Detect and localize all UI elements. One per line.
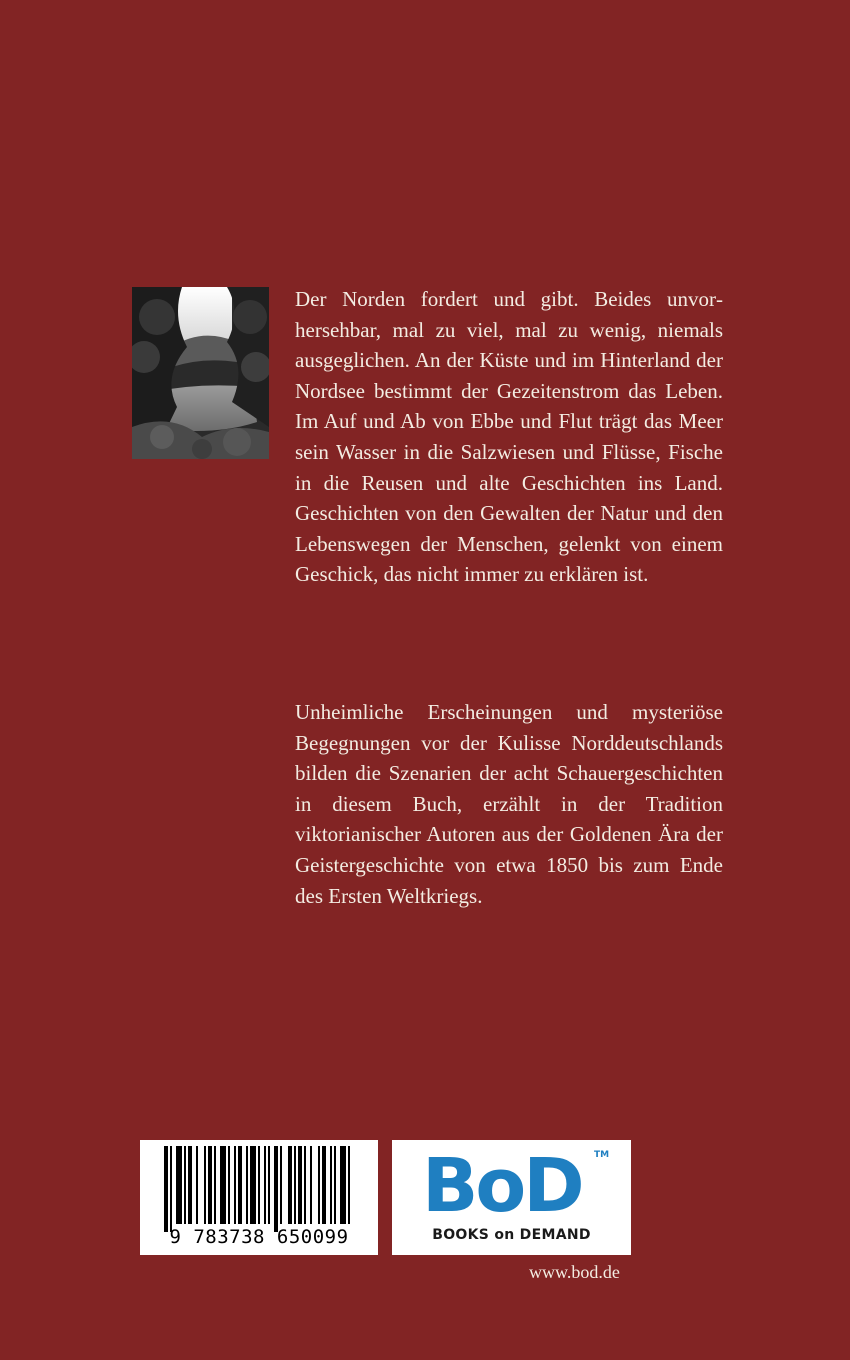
barcode-bar (196, 1146, 198, 1224)
barcode-bar (318, 1146, 320, 1224)
barcode-bar (340, 1146, 346, 1224)
logo-tagline: BOOKS on DEMAND (432, 1227, 591, 1243)
barcode-bar (170, 1146, 172, 1232)
barcode-bar (274, 1146, 278, 1232)
barcode-bar (304, 1146, 306, 1224)
barcode-bar (184, 1146, 186, 1224)
forest-river-photo (132, 287, 269, 459)
barcode-bar (176, 1146, 182, 1224)
barcode-bar (234, 1146, 236, 1224)
barcode-bar (220, 1146, 226, 1224)
barcode-bar (280, 1146, 282, 1224)
barcode-bar (188, 1146, 192, 1224)
barcode-bar (246, 1146, 248, 1224)
forest-river-image (132, 287, 269, 459)
barcode-bar (310, 1146, 312, 1224)
trademark-mark: TM (594, 1150, 610, 1160)
barcode-bar (250, 1146, 256, 1224)
barcode-bar (164, 1146, 168, 1232)
barcode-bar (228, 1146, 230, 1224)
barcode-bar (214, 1146, 216, 1224)
barcode-bar (258, 1146, 260, 1224)
isbn-number: 9 783738 650099 (169, 1226, 349, 1248)
barcode-bar (238, 1146, 242, 1224)
barcode-bar (264, 1146, 266, 1224)
barcode-bar (322, 1146, 326, 1224)
blurb-paragraph-2: Unheimliche Erscheinungen und mysteriöse Begegnungen vor der Kulisse Norddeutschlands bilden die Szenarien der acht Schauergeschichten in diesem Buch, erzählt in der Tradition viktorianischer Autoren aus der Goldenen Ära der Geistergeschichte von etwa 1850 bis zum Ende des Ersten Weltkriegs. (295, 700, 723, 908)
barcode-bar (348, 1146, 350, 1224)
logo-wordmark: BoD (422, 1143, 582, 1229)
barcode-bar (330, 1146, 332, 1224)
barcode-bar (204, 1146, 206, 1224)
barcode-bar (298, 1146, 302, 1224)
barcode-bar (208, 1146, 212, 1224)
barcode-bar (288, 1146, 292, 1224)
publisher-website[interactable]: www.bod.de (529, 1262, 620, 1282)
blurb-paragraph-1: Der Norden fordert und gibt. Beides unvorhersehbar, mal zu viel, mal zu wenig, niemals ausgeglichen. An der Küste und im Hinterland der Nordsee bestimmt der Gezeitenstrom das Leben. Im Auf und Ab von Ebbe und Flut trägt das Meer sein Wasser in die Salzwiesen und Flüsse, Fische in die Reusen und alte Geschichten ins Land. Geschichten von den Gewalten der Natur und den Lebenswegen der Menschen, gelenkt von einem Geschick, das nicht immer zu erklären ist. (295, 287, 723, 587)
barcode-bar (294, 1146, 296, 1224)
barcode-bar (268, 1146, 270, 1224)
barcode-bar (334, 1146, 336, 1224)
publisher-logo (392, 1140, 631, 1255)
isbn-barcode (140, 1140, 378, 1255)
